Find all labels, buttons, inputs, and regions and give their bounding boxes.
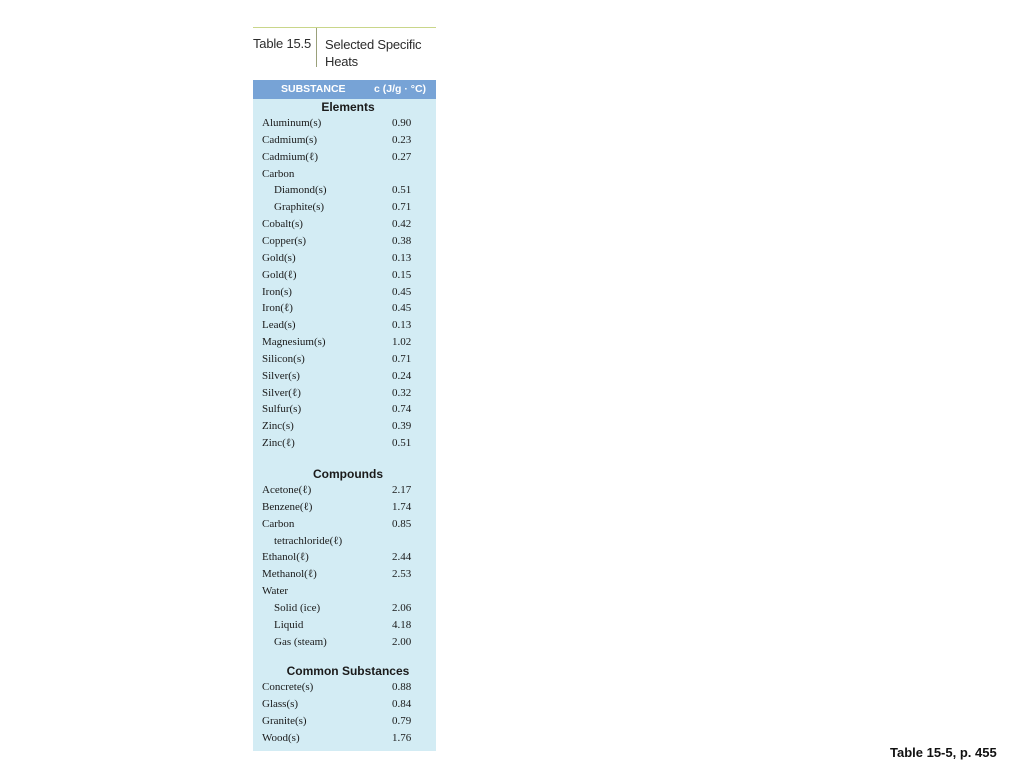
table-row — [253, 681, 436, 698]
substance-name: Copper(s) — [262, 234, 306, 247]
substance-name: Silver(s) — [262, 369, 300, 382]
table-row — [253, 636, 436, 653]
specific-heat-value: 0.79 — [392, 714, 412, 727]
specific-heat-value: 2.44 — [392, 551, 412, 564]
specific-heat-value: 0.51 — [392, 437, 412, 450]
caption-divider — [316, 28, 317, 67]
specific-heat-value: 0.90 — [392, 117, 412, 129]
substance-name: Wood(s) — [262, 731, 300, 744]
substance-name: Solid (ice) — [274, 601, 321, 614]
table-body — [253, 80, 436, 751]
substance-name: Concrete(s) — [262, 681, 314, 693]
specific-heat-value: 0.45 — [392, 285, 412, 298]
table-row — [253, 319, 436, 336]
specific-heat-value: 0.74 — [392, 403, 412, 416]
substance-name: Cobalt(s) — [262, 218, 303, 231]
table-number: Table 15.5 — [253, 36, 311, 51]
table-row — [253, 269, 436, 286]
substance-name: Benzene(ℓ) — [262, 500, 313, 513]
substance-name: Diamond(s) — [274, 184, 327, 197]
substance-name: Silicon(s) — [262, 352, 305, 365]
table-row — [253, 403, 436, 420]
specific-heat-value: 0.23 — [392, 133, 412, 146]
column-header-substance: SUBSTANCE — [281, 83, 346, 95]
table-row — [253, 218, 436, 235]
substance-name: Graphite(s) — [274, 201, 325, 214]
table-row — [253, 715, 436, 732]
table-row — [253, 698, 436, 715]
specific-heat-value: 0.84 — [392, 697, 412, 710]
substance-name: Sulfur(s) — [262, 403, 302, 416]
table-row — [253, 117, 436, 134]
specific-heat-value: 0.38 — [392, 234, 412, 247]
specific-heat-value: 1.76 — [392, 731, 412, 744]
slide-caption: Table 15-5, p. 455 — [890, 745, 997, 760]
specific-heat-value: 2.06 — [392, 601, 412, 614]
table-row — [253, 535, 436, 552]
section-title: Compounds — [313, 467, 383, 481]
substance-name: Zinc(ℓ) — [262, 437, 295, 450]
specific-heat-value: 0.27 — [392, 150, 412, 163]
substance-name: Ethanol(ℓ) — [262, 551, 309, 564]
specific-heat-value: 0.39 — [392, 420, 412, 433]
specific-heat-value: 0.45 — [392, 302, 412, 315]
substance-name: Acetone(ℓ) — [262, 484, 312, 496]
column-header-row — [253, 80, 436, 99]
table-row — [253, 235, 436, 252]
specific-heats-table — [253, 27, 436, 751]
substance-name: tetrachloride(ℓ) — [274, 534, 343, 547]
specific-heat-value: 0.71 — [392, 352, 412, 365]
specific-heat-value: 0.51 — [392, 184, 412, 197]
specific-heat-value: 0.24 — [392, 369, 412, 382]
table-row — [253, 353, 436, 370]
table-row — [253, 420, 436, 437]
substance-name: Methanol(ℓ) — [262, 568, 317, 581]
table-row — [253, 151, 436, 168]
specific-heat-value: 0.15 — [392, 268, 412, 281]
section-title: Elements — [321, 100, 375, 114]
specific-heat-value: 0.13 — [392, 319, 412, 332]
substance-name: Liquid — [274, 618, 304, 631]
table-title: Selected Specific Heats — [325, 37, 422, 69]
substance-name: Gas (steam) — [274, 635, 327, 648]
specific-heat-value: 2.53 — [392, 568, 412, 581]
table-row — [253, 201, 436, 218]
table-row — [253, 602, 436, 619]
substance-name: Gold(ℓ) — [262, 268, 297, 281]
column-header-specific-heat: c (J/g · °C) — [374, 83, 427, 95]
table-row — [253, 302, 436, 319]
table-row — [253, 370, 436, 387]
substance-name: Aluminum(s) — [262, 117, 322, 129]
substance-name: Cadmium(s) — [262, 133, 317, 146]
substance-name: Iron(ℓ) — [262, 302, 293, 315]
specific-heat-value: 0.32 — [392, 386, 412, 399]
substance-name: Silver(ℓ) — [262, 386, 301, 399]
specific-heat-value: 1.74 — [392, 500, 412, 513]
table-row — [253, 387, 436, 404]
substance-name: Carbon — [262, 167, 295, 180]
table-row — [253, 568, 436, 585]
substance-name: Carbon — [262, 517, 295, 530]
table-row — [253, 168, 436, 185]
specific-heat-value: 1.02 — [392, 336, 412, 349]
specific-heat-value: 0.88 — [392, 681, 412, 693]
specific-heat-value: 4.18 — [392, 618, 412, 631]
table-row — [253, 286, 436, 303]
substance-name: Glass(s) — [262, 697, 299, 710]
table-row — [253, 134, 436, 151]
section-title: Common Substances — [286, 664, 410, 678]
table-row — [253, 437, 436, 454]
table-row — [253, 184, 436, 201]
specific-heat-value: 0.13 — [392, 251, 412, 264]
substance-name: Zinc(s) — [262, 420, 294, 433]
specific-heat-value: 0.85 — [392, 517, 412, 530]
table-row — [253, 252, 436, 269]
substance-name: Cadmium(ℓ) — [262, 150, 318, 163]
substance-name: Water — [262, 585, 288, 598]
substance-name: Magnesium(s) — [262, 336, 326, 349]
table-row — [253, 585, 436, 602]
table-row — [253, 501, 436, 518]
table-caption — [253, 27, 436, 80]
substance-name: Lead(s) — [262, 319, 296, 332]
specific-heat-value: 2.17 — [392, 484, 412, 496]
table-row — [253, 336, 436, 353]
specific-heat-value: 2.00 — [392, 635, 412, 648]
table-row — [253, 732, 436, 749]
substance-name: Gold(s) — [262, 251, 296, 264]
substance-name: Granite(s) — [262, 714, 307, 727]
specific-heat-value: 0.71 — [392, 201, 412, 214]
table-row — [253, 551, 436, 568]
table-row — [253, 484, 436, 501]
table-row — [253, 518, 436, 535]
substance-name: Iron(s) — [262, 285, 292, 298]
specific-heat-value: 0.42 — [392, 218, 412, 231]
table-row — [253, 619, 436, 636]
